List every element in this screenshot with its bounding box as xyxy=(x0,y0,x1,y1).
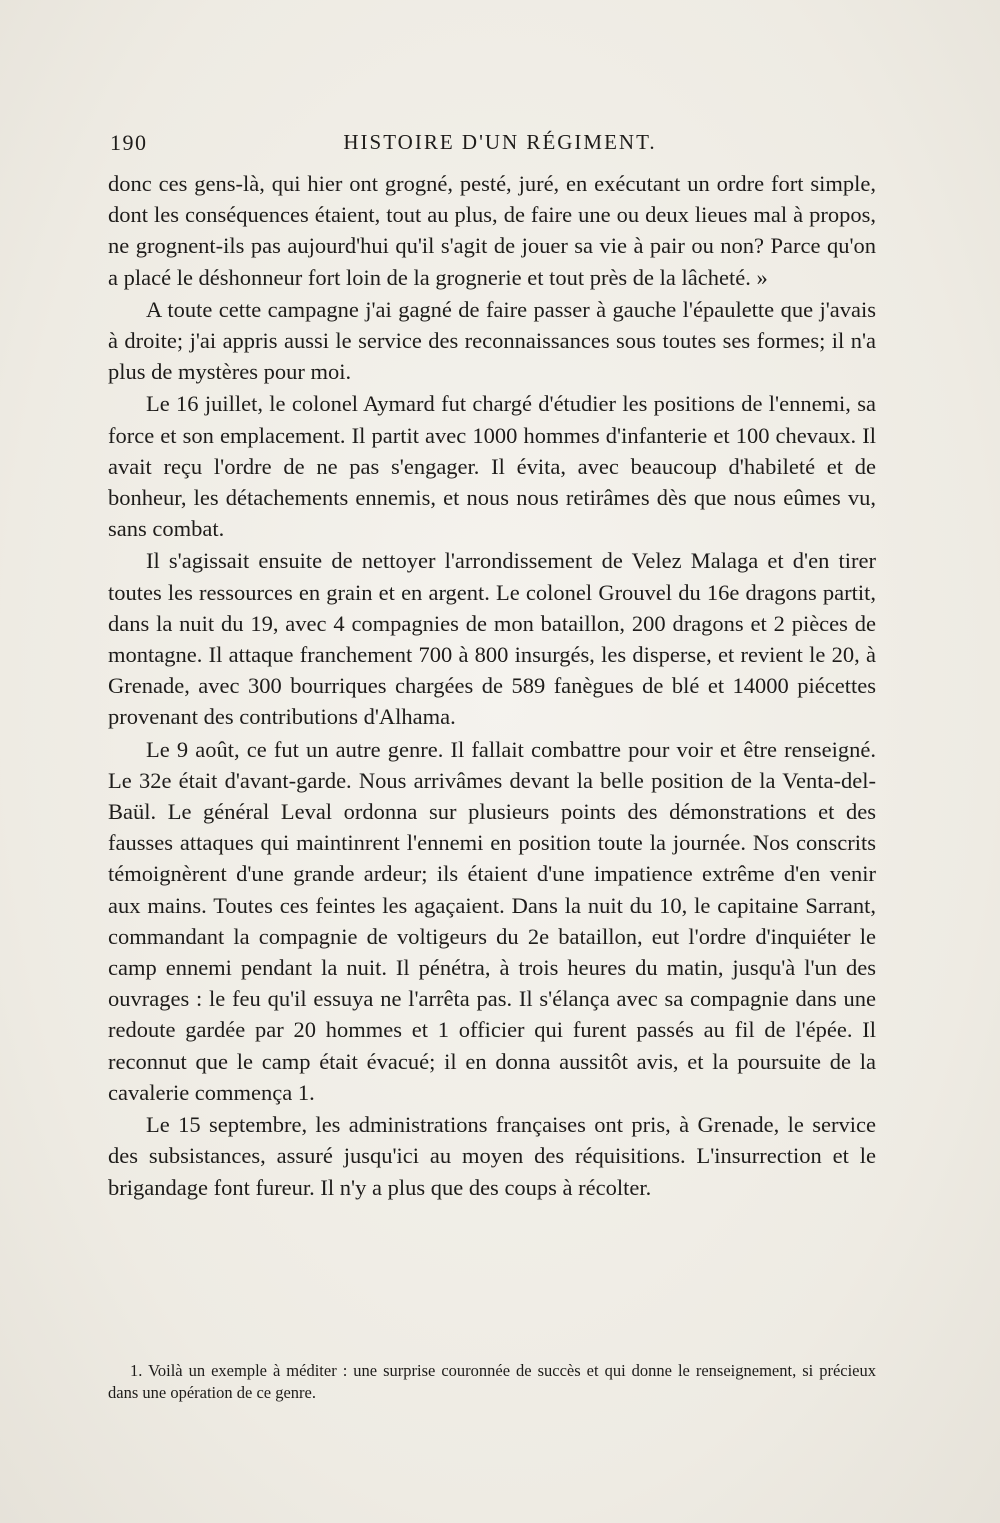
paragraph-15-septembre: Le 15 septembre, les administrations françaises ont pris, à Grenade, le service des subsistances, assuré jusqu'ici au moyen des réquisitions. L'insurrection et le brigandage font fureur. Il n'y a plus que des coups à récolter. xyxy=(108,1112,876,1200)
page-header xyxy=(110,130,890,164)
page-number: 190 xyxy=(110,130,148,155)
footnote-area xyxy=(108,1360,876,1404)
running-title: HISTOIRE D'UN RÉGIMENT. xyxy=(343,130,657,154)
paragraph-continuation: donc ces gens-là, qui hier ont grogné, pesté, juré, en exécutant un ordre fort simple, dont les conséquences étaient, tout au plus, de faire une ou deux lieues mal à propos, ne grognent-ils pas aujourd'hui qu'il s'agit de jouer sa vie à pair ou non? Parce qu'on a placé le déshonneur fort loin de la grognerie et tout près de la lâcheté. » xyxy=(108,171,876,290)
paragraph-velez-malaga: Il s'agissait ensuite de nettoyer l'arrondissement de Velez Malaga et d'en tirer toutes les ressources en grain et en argent. Le colonel Grouvel du 16e dragons partit, dans la nuit du 19, avec 4 compagnies de mon bataillon, 200 dragons et 2 pièces de montagne. Il attaque franchement 700 à 800 insurgés, les disperse, et revient le 20, à Grenade, avec 300 bourriques chargées de 589 fanègues de blé et 14000 piécettes provenant des contributions d'Alhama. xyxy=(108,548,876,730)
paragraph-epaulette: A toute cette campagne j'ai gagné de faire passer à gauche l'épaulette que j'avais à droite; j'ai appris aussi le service des reconnaissances sous toutes ses formes; il n'a plus de mystères pour moi. xyxy=(108,296,876,385)
paragraph-9-aout: Le 9 août, ce fut un autre genre. Il fallait combattre pour voir et être renseigné. Le 32e était d'avant-garde. Nous arrivâmes devant la belle position de la Venta-del-Baül. Le général Leval ordonna sur plusieurs points des démonstrations et des fausses attaques qui maintinrent l'ennemi en position toute la journée. Nos conscrits témoignèrent d'une grande ardeur; ils étaient d'une impatience extrême d'en venir aux mains. Toutes ces feintes les agaçaient. Dans la nuit du 10, le capitaine Sarrant, commandant la compagnie de voltigeurs du 2e bataillon, eut l'ordre d'inquiéter le camp ennemi pendant la nuit. Il pénétra, à trois heures du matin, jusqu'à l'un des ouvrages : le feu qu'il essuya ne l'arrêta pas. Il s'élança avec sa compagnie dans une redoute gardée par 20 hommes et 1 officier qui furent passés au fil de l'épée. Il reconnut que le camp était évacué; il en donna aussitôt avis, et la poursuite de la cavalerie commença 1. xyxy=(108,736,876,1105)
main-text xyxy=(108,168,876,1203)
footnote-1: 1. Voilà un exemple à méditer : une surprise couronnée de succès et qui donne le renseignement, si précieux dans une opération de ce genre. xyxy=(108,1361,876,1402)
paragraph-16-juillet: Le 16 juillet, le colonel Aymard fut chargé d'étudier les positions de l'ennemi, sa force et son emplacement. Il partit avec 1000 hommes d'infanterie et 100 chevaux. Il avait reçu l'ordre de ne pas s'engager. Il évita, avec beaucoup d'habileté et de bonheur, les détachements ennemis, et nous nous retirâmes dès que nous eûmes vu, sans combat. xyxy=(108,391,876,542)
